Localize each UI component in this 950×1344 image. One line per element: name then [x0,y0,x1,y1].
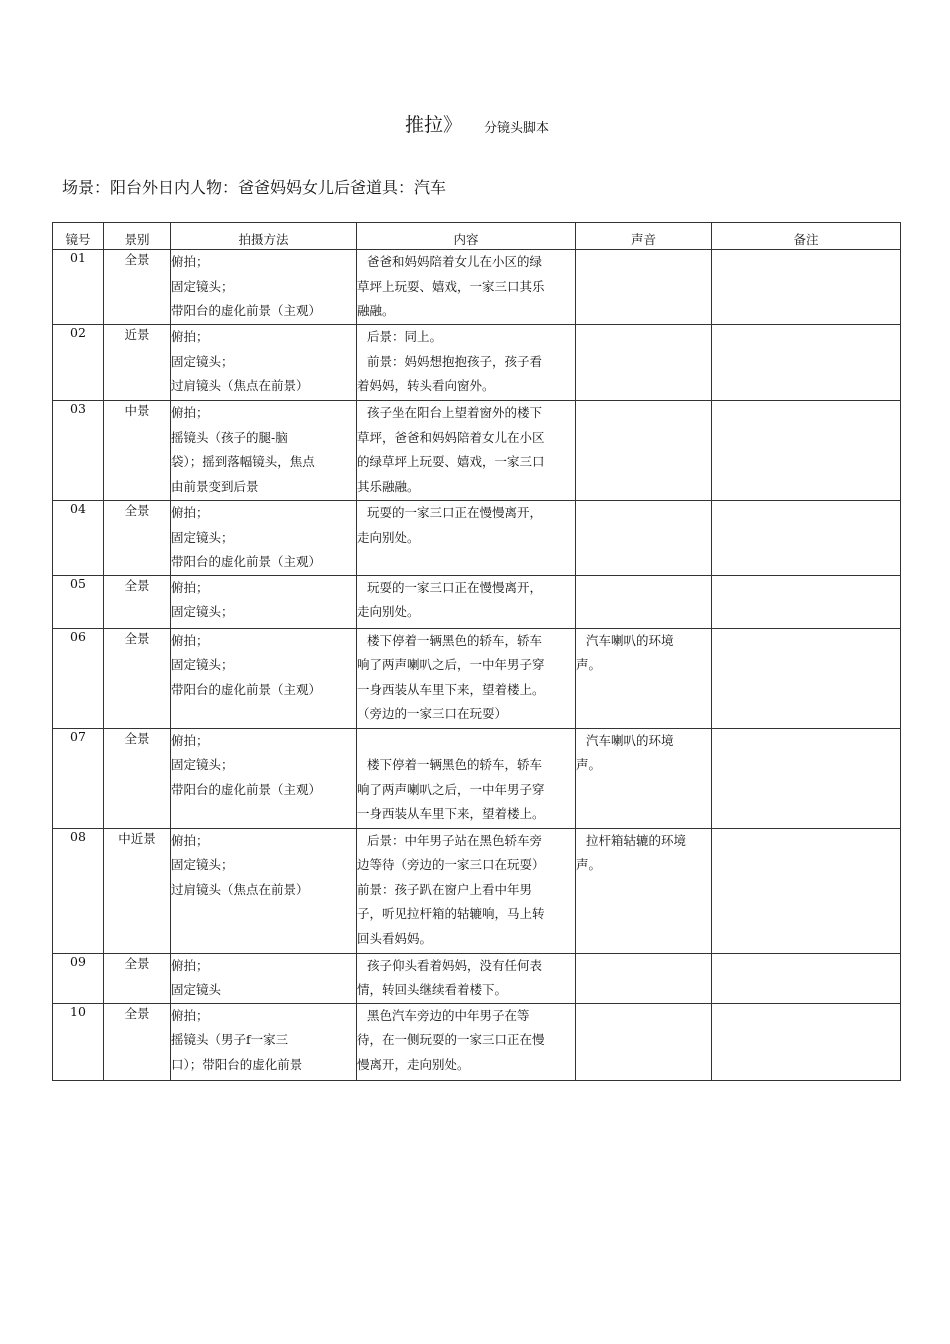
cell-method [171,828,357,953]
table-row [53,828,901,953]
cell-shot-no: 10 [53,1003,104,1080]
cell-method-line: 带阳台的虚化前景（主观） [171,303,322,318]
cell-content-line: 边等待（旁边的一家三口在玩耍） [357,857,545,872]
cell-content-line: 爸爸和妈妈陪着女儿在小区的绿 [367,254,543,269]
header-content: 内容 [357,223,576,250]
cell-content-line: 融融。 [357,303,395,318]
cell-sound-line: 声。 [576,857,602,872]
cell-method-line: 带阳台的虚化前景（主观） [171,781,322,797]
cell-content-line: 慢离开，走向别处。 [357,1056,470,1072]
cell-method-line: 过肩镜头（焦点在前景） [171,881,309,897]
cell-shot-no: 02 [53,325,104,401]
header-sound: 声音 [576,223,712,250]
cell-notes [712,828,901,953]
table-row [53,628,901,728]
header-method: 拍摄方法 [171,223,357,250]
cell-notes [712,401,901,501]
cell-sound [576,728,712,828]
cell-content [357,628,576,728]
cell-content [357,575,576,628]
cell-method-line: 固定镜头； [171,278,234,294]
table-row [53,728,901,828]
cell-content-line: 后景：同上。 [367,329,443,344]
table-row [53,501,901,576]
table-row [53,1003,901,1080]
cell-content-line: 草坪上玩耍、嬉戏，一家三口其乐 [357,278,545,294]
header-notes: 备注 [712,223,901,250]
cell-method-line: 俯拍； [171,329,209,344]
scene-info-line: 场景：阳台外日内人物：爸爸妈妈女儿后爸道具：汽车 [62,178,447,197]
cell-method-line: 袋）；摇到落幅镜头，焦点 [171,454,315,469]
cell-method-line: 固定镜头； [171,657,234,672]
cell-content [357,501,576,576]
cell-method-line: 俯拍； [171,632,209,648]
cell-content [357,728,576,828]
cell-content-line: 走向别处。 [357,604,420,619]
cell-content-line: 玩耍的一家三口正在慢慢离开， [367,505,543,520]
cell-method-line: 摇镜头（男子f一家三 [171,1032,289,1047]
cell-notes [712,325,901,401]
cell-method-line: 口）；带阳台的虚化前景 [171,1056,303,1072]
cell-shot-no: 09 [53,953,104,1003]
cell-method [171,325,357,401]
cell-sound [576,828,712,953]
table-body [53,250,901,1081]
cell-shot-type: 全景 [104,953,171,1003]
cell-method-line: 俯拍； [171,505,209,520]
table-row [53,575,901,628]
cell-shot-type: 全景 [104,575,171,628]
cell-content-line: 前景：孩子趴在窗户上看中年男 [357,881,533,897]
cell-method-line: 由前景变到后景 [171,478,259,494]
cell-method-line: 带阳台的虚化前景（主观） [171,554,322,569]
cell-method-line: 固定镜头； [171,353,234,369]
cell-shot-type: 中景 [104,401,171,501]
cell-shot-type: 近景 [104,325,171,401]
table-row [53,953,901,1003]
cell-content [357,250,576,325]
cell-shot-type: 全景 [104,628,171,728]
cell-method-line: 俯拍； [171,405,209,420]
cell-sound [576,953,712,1003]
cell-notes [712,501,901,576]
cell-notes [712,250,901,325]
cell-sound [576,575,712,628]
cell-content [357,325,576,401]
table-header-row [53,223,901,250]
cell-method [171,250,357,325]
header-shot-type: 景别 [104,223,171,250]
cell-content-line: 黑色汽车旁边的中年男子在等 [367,1007,530,1023]
cell-method-line: 带阳台的虚化前景（主观） [171,681,322,697]
cell-shot-no: 03 [53,401,104,501]
cell-sound-line: 汽车喇叭的环境 [586,632,674,648]
cell-sound [576,325,712,401]
cell-content-line: （旁边的一家三口在玩耍） [357,706,508,721]
cell-shot-type: 全景 [104,728,171,828]
cell-notes [712,728,901,828]
cell-shot-type: 全景 [104,1003,171,1080]
cell-content-line: 楼下停着一辆黑色的轿车，轿车 [367,632,543,648]
cell-method-line: 俯拍； [171,579,209,595]
cell-content-line: 其乐融融。 [357,478,420,494]
cell-method [171,628,357,728]
cell-sound-line: 声。 [576,657,602,672]
cell-method-line: 固定镜头 [171,982,222,997]
storyboard-table [52,222,901,1081]
cell-content-line: 孩子坐在阳台上望着窗外的楼下 [367,405,543,420]
cell-method [171,501,357,576]
table-row [53,401,901,501]
cell-notes [712,1003,901,1080]
cell-method-line: 俯拍； [171,732,209,748]
header-shot-no: 镜号 [53,223,104,250]
table-row [53,325,901,401]
cell-content-line: 响了两声喇叭之后，一中年男子穿 [357,657,545,672]
cell-method-line: 俯拍； [171,1007,209,1023]
cell-sound-line: 拉杆箱轱辘的环境 [586,832,687,848]
cell-shot-type: 中近景 [104,828,171,953]
cell-sound [576,401,712,501]
cell-content-line [357,729,575,754]
cell-method [171,575,357,628]
cell-content-line: 草坪，爸爸和妈妈陪着女儿在小区 [357,429,545,445]
cell-sound-line: 声。 [576,757,602,772]
cell-sound [576,501,712,576]
cell-content-line: 前景：妈妈想抱抱孩子，孩子看 [367,353,543,369]
cell-shot-no: 01 [53,250,104,325]
cell-content-line: 待，在一侧玩耍的一家三口正在慢 [357,1032,545,1047]
cell-sound [576,628,712,728]
cell-shot-no: 07 [53,728,104,828]
cell-sound [576,1003,712,1080]
cell-method [171,1003,357,1080]
cell-notes [712,575,901,628]
cell-method-line: 俯拍； [171,957,209,973]
cell-shot-no: 05 [53,575,104,628]
cell-content-line: 情，转回头继续看着楼下。 [357,982,508,997]
cell-content-line: 一身西装从车里下来，望着楼上。 [357,681,545,697]
cell-shot-no: 06 [53,628,104,728]
cell-content-line: 的绿草坪上玩耍、嬉戏，一家三口 [357,454,545,469]
cell-content-line: 子，听见拉杆箱的轱辘响，马上转 [357,906,545,921]
cell-content-line: 响了两声喇叭之后，一中年男子穿 [357,781,545,797]
cell-method-line: 过肩镜头（焦点在前景） [171,378,309,393]
cell-method [171,401,357,501]
cell-method-line: 摇镜头（孩子的腿-脑 [171,429,288,445]
cell-content [357,828,576,953]
cell-content-line: 走向别处。 [357,529,420,545]
cell-content [357,401,576,501]
cell-shot-no: 08 [53,828,104,953]
cell-content-line: 着妈妈，转头看向窗外。 [357,378,495,393]
cell-method-line: 俯拍； [171,254,209,269]
cell-content [357,953,576,1003]
cell-method [171,953,357,1003]
cell-sound [576,250,712,325]
cell-content [357,1003,576,1080]
cell-content-line: 一身西装从车里下来，望着楼上。 [357,806,545,821]
cell-notes [712,953,901,1003]
cell-method [171,728,357,828]
cell-shot-type: 全景 [104,250,171,325]
cell-method-line: 俯拍； [171,832,209,848]
cell-method-line: 固定镜头； [171,529,234,545]
cell-method-line: 固定镜头； [171,757,234,772]
cell-notes [712,628,901,728]
table-row [53,250,901,325]
cell-content-line: 楼下停着一辆黑色的轿车，轿车 [367,757,543,772]
cell-content-line: 玩耍的一家三口正在慢慢离开， [367,579,543,595]
cell-content-line: 孩子仰头看着妈妈，没有任何表 [367,957,543,973]
document-subtitle: 分镜头脚本 [484,121,550,136]
cell-method-line: 固定镜头； [171,604,234,619]
cell-shot-type: 全景 [104,501,171,576]
document-title: 推拉》 [405,114,463,136]
cell-method-line: 固定镜头； [171,857,234,872]
cell-content-line: 后景：中年男子站在黑色轿车旁 [367,832,543,848]
title-row [0,112,950,142]
cell-sound-line: 汽车喇叭的环境 [586,732,674,748]
cell-content-line: 回头看妈妈。 [357,930,433,946]
cell-shot-no: 04 [53,501,104,576]
